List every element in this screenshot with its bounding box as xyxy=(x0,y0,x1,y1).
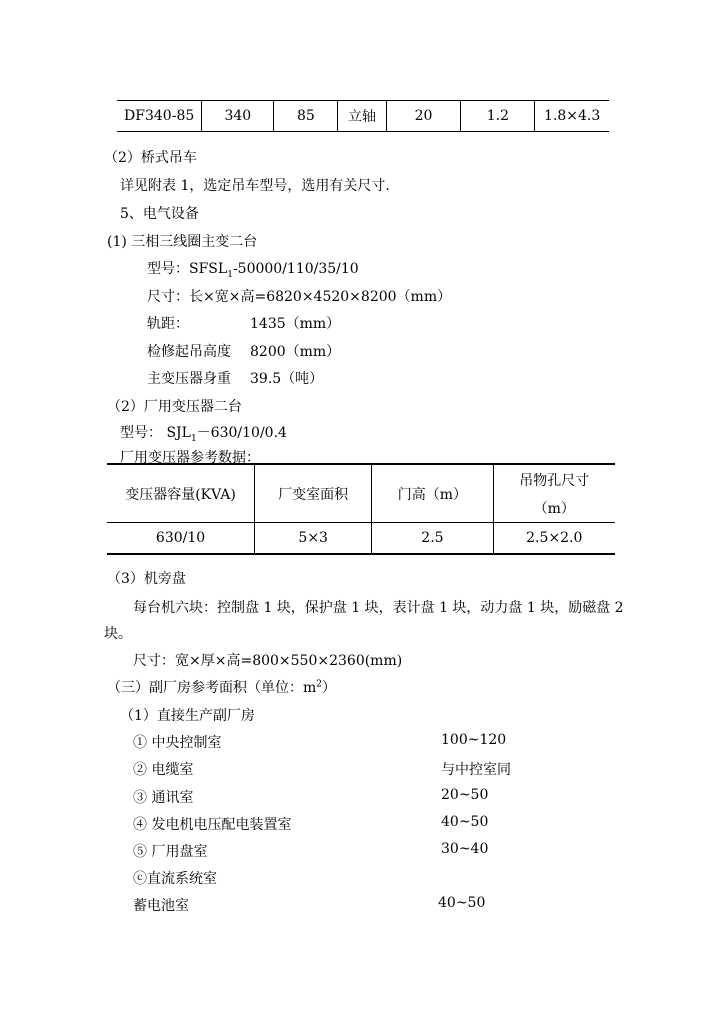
room-area: 100~120 xyxy=(441,732,507,748)
table-header-cell: 门高（m） xyxy=(372,464,493,523)
table-header-cell xyxy=(493,464,615,523)
station-transformer-table xyxy=(107,463,615,555)
table-cell: 2.5 xyxy=(372,523,493,555)
table-row xyxy=(107,523,615,555)
weight-label: 主变压器身重 xyxy=(147,371,231,387)
header-line: 吊物孔尺寸 xyxy=(519,472,590,489)
room-name: 蓄电池室 xyxy=(133,898,189,914)
table-header-cell: 变压器容量(KVA) xyxy=(107,464,255,523)
aux-heading-sup: 2 xyxy=(316,679,323,690)
turbine-spec-table xyxy=(117,100,609,132)
lift-height-value: 8200（mm） xyxy=(250,344,341,360)
room-name: ① 中央控制室 xyxy=(133,735,222,751)
room-area: 40~50 xyxy=(441,814,489,830)
table-header-row xyxy=(107,464,615,523)
transformer-size: 尺寸：长×宽×高=6820×4520×8200（mm） xyxy=(147,289,452,305)
table-cell: 1.8×4.3 xyxy=(535,101,609,132)
room-name: ③ 通讯室 xyxy=(133,790,194,806)
table-cell: 2.5×2.0 xyxy=(493,523,615,555)
table-cell: 85 xyxy=(274,101,338,132)
model-subscript: 1 xyxy=(227,269,233,280)
transformer-model xyxy=(147,258,359,280)
station-transformer-heading: （2）厂用变压器二台 xyxy=(107,399,242,415)
weight-value: 39.5（吨） xyxy=(250,371,324,387)
crane-heading: （2）桥式吊车 xyxy=(104,150,197,166)
electrical-heading: 5、电气设备 xyxy=(120,206,199,222)
table-header-cell: 厂变室面积 xyxy=(255,464,372,523)
gauge-value: 1435（mm） xyxy=(250,316,341,332)
room-area: 与中控室同 xyxy=(441,762,511,778)
table-cell: 340 xyxy=(202,101,274,132)
table-cell: 5×3 xyxy=(255,523,372,555)
room-name: ⑤ 厂用盘室 xyxy=(133,844,208,860)
room-area: 20~50 xyxy=(441,787,489,803)
aux-sub-heading: （1）直接生产副厂房 xyxy=(120,708,255,724)
aux-heading-suffix: ） xyxy=(322,680,337,696)
room-area: 40~50 xyxy=(438,895,486,911)
aux-heading xyxy=(107,677,336,697)
table-cell: DF340-85 xyxy=(117,101,202,132)
model-suffix: －630/10/0.4 xyxy=(196,425,287,441)
table-row xyxy=(117,101,609,132)
panels-text-line2: 块。 xyxy=(104,626,132,642)
table-cell: 立轴 xyxy=(338,101,386,132)
station-transformer-model xyxy=(120,422,287,444)
model-prefix: 型号： SJL xyxy=(120,425,191,441)
table-cell: 20 xyxy=(386,101,461,132)
crane-text: 详见附表 1，选定吊车型号，选用有关尺寸. xyxy=(120,178,390,194)
room-name: ② 电缆室 xyxy=(133,762,194,778)
lift-height-label: 检修起吊高度 xyxy=(147,344,231,360)
room-area: 30~40 xyxy=(441,841,489,857)
panels-size: 尺寸：宽×厚×高=800×550×2360(mm) xyxy=(133,653,403,669)
table-cell: 1.2 xyxy=(461,101,535,132)
transformer-heading: (1) 三相三线圈主变二台 xyxy=(107,234,258,250)
model-subscript: 1 xyxy=(190,433,197,444)
reference-caption: 厂用变压器参考数据： xyxy=(120,450,260,466)
model-prefix: 型号：SFSL xyxy=(147,261,228,277)
gauge-label: 轨距： xyxy=(147,316,189,332)
room-name: ④ 发电机电压配电装置室 xyxy=(133,817,292,833)
panels-heading: （3）机旁盘 xyxy=(107,571,186,587)
aux-heading-prefix: （三）副厂房参考面积（单位：m xyxy=(107,680,317,696)
table-cell: 630/10 xyxy=(107,523,255,555)
model-suffix: -50000/110/35/10 xyxy=(232,261,359,277)
panels-text-line1: 每台机六块：控制盘 1 块，保护盘 1 块，表计盘 1 块，动力盘 1 块，励磁盘 2 xyxy=(133,600,624,616)
room-name: ⓒ直流系统室 xyxy=(133,871,217,887)
header-line: （m） xyxy=(533,500,575,517)
